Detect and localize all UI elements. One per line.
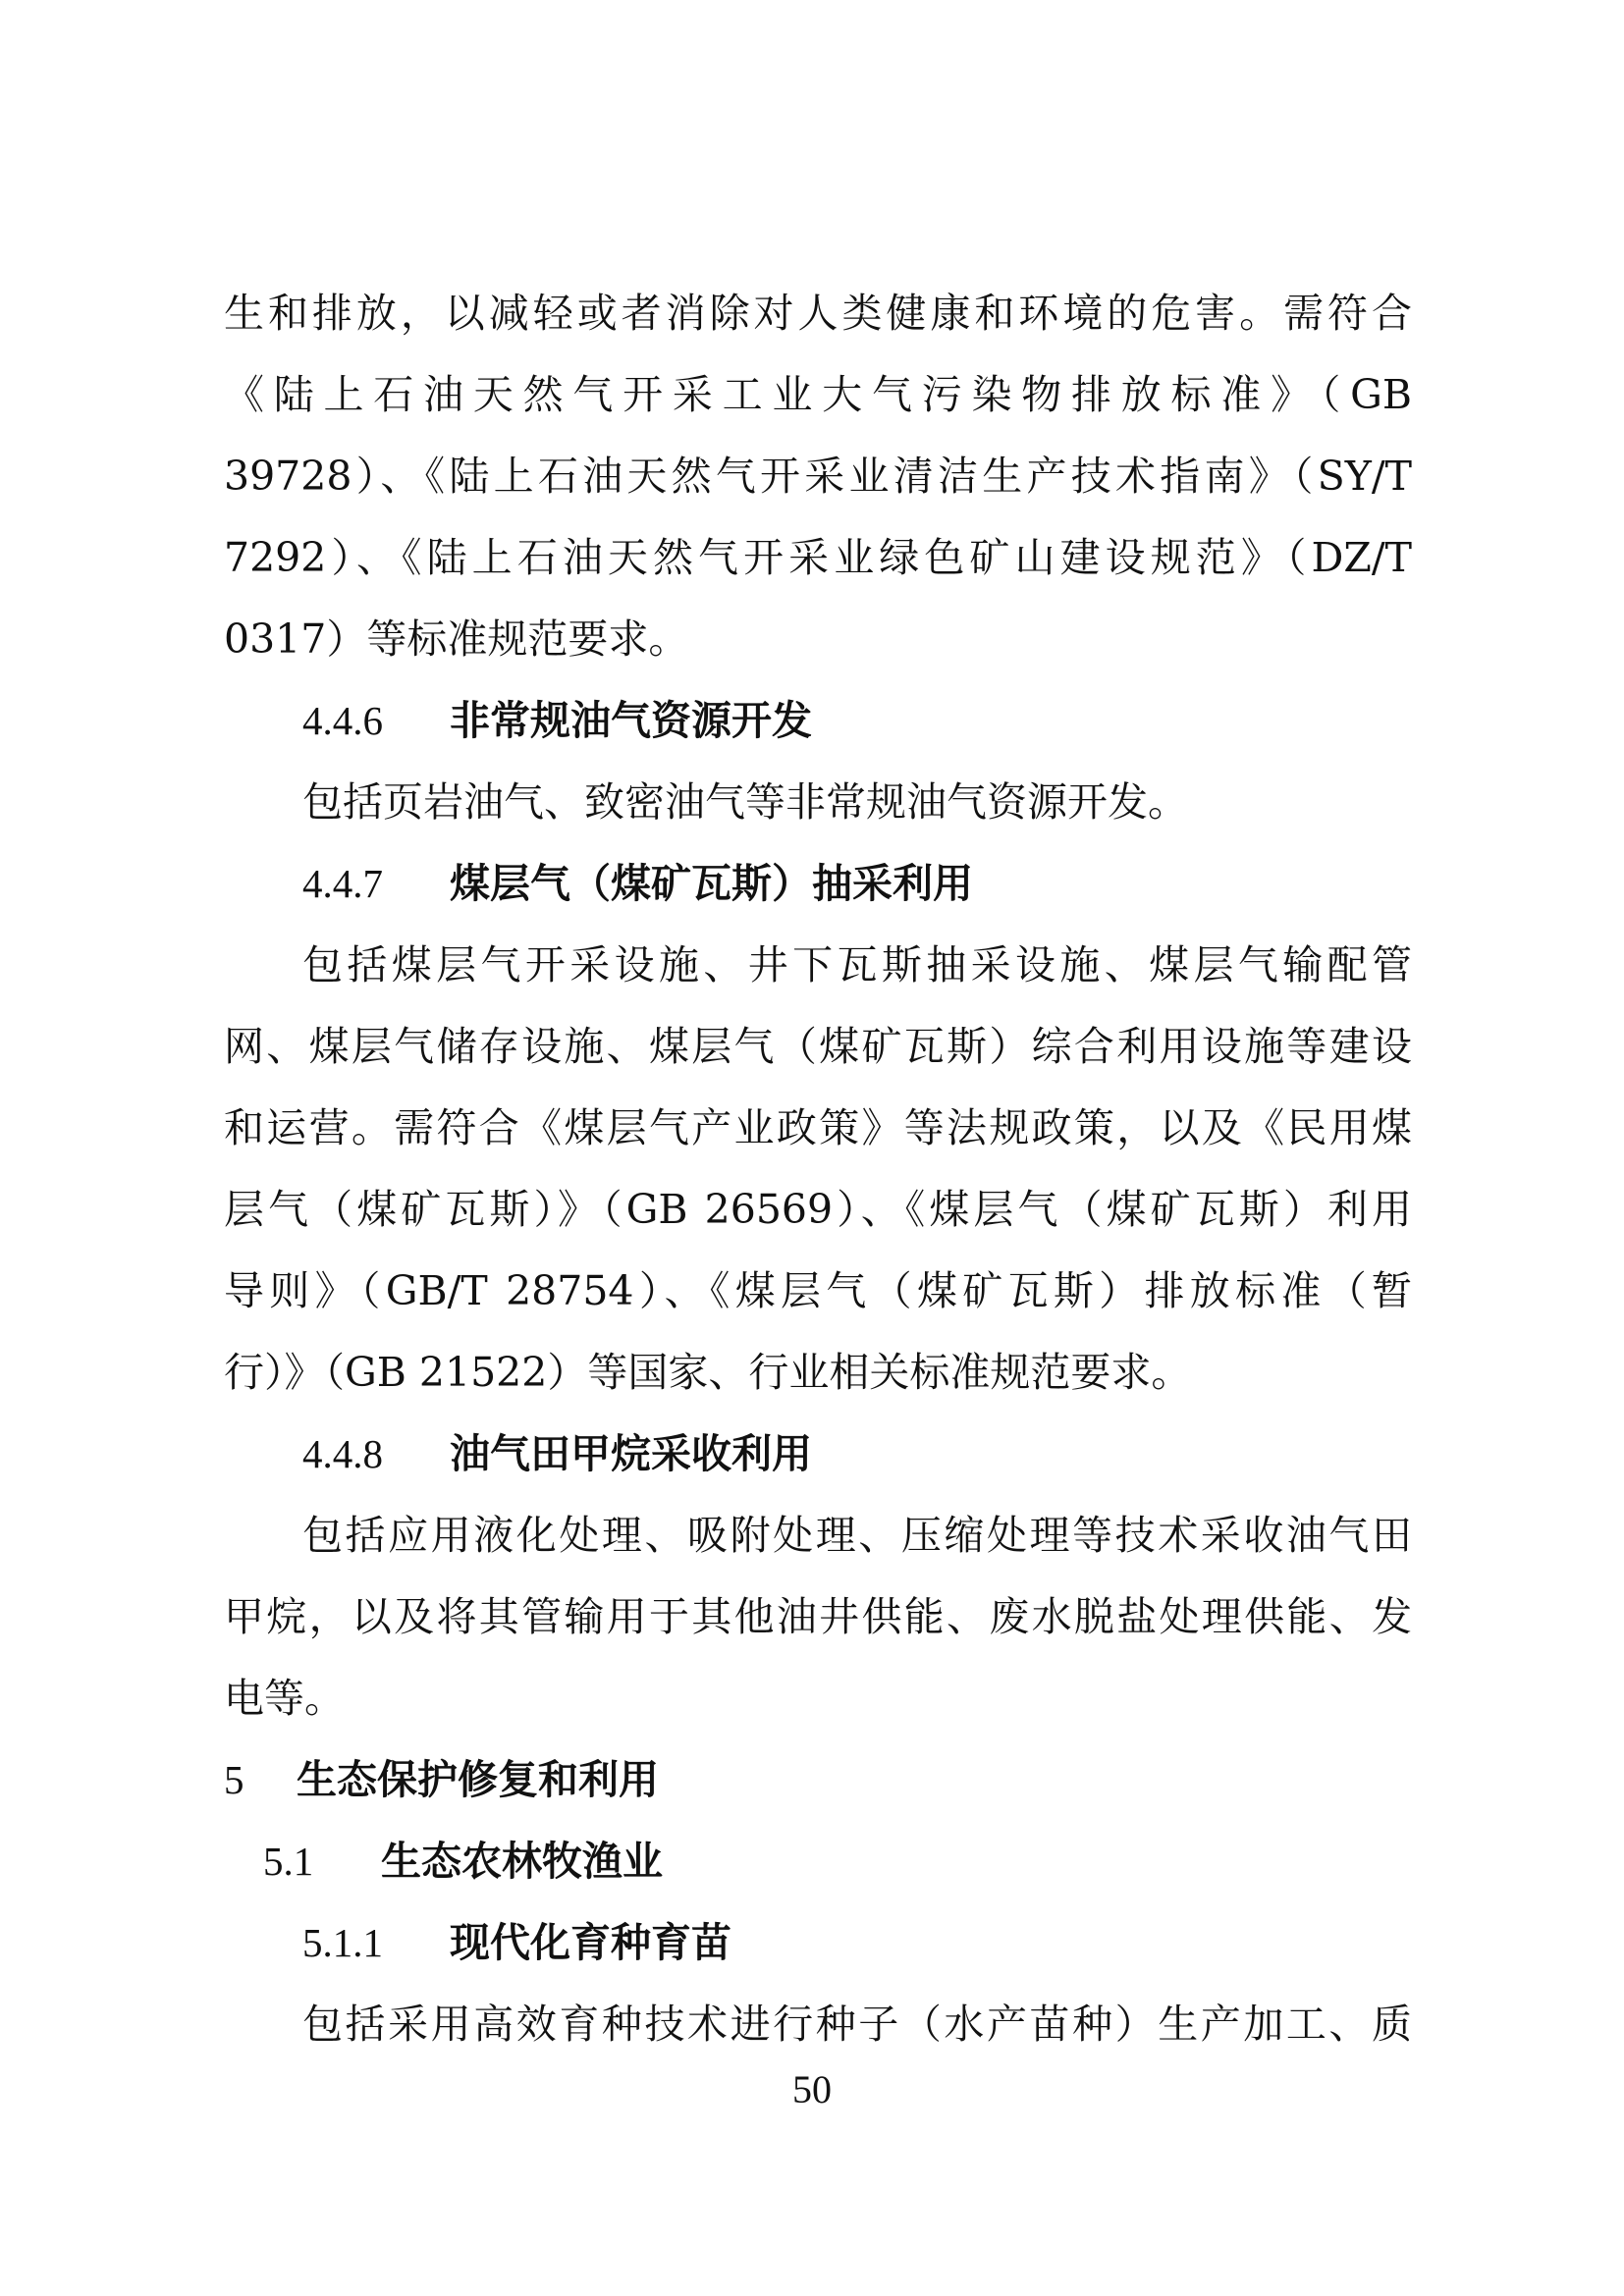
page-number: 50	[792, 2067, 832, 2111]
paragraph-line: 39728）、《陆上石油天然气开采业清洁生产技术指南》（SY/T	[224, 453, 1412, 500]
section-heading: 煤层气（煤矿瓦斯）抽采利用	[450, 860, 973, 907]
section-heading: 非常规油气资源开发	[450, 697, 812, 744]
paragraph-line: 0317）等标准规范要求。	[224, 615, 689, 663]
paragraph-line: 和运营。需符合《煤层气产业政策》等法规政策，以及《民用煤	[224, 1104, 1412, 1151]
section-number: 4.4.8	[302, 1431, 383, 1476]
section-number: 4.4.6	[302, 698, 383, 743]
paragraph-line: 生和排放，以减轻或者消除对人类健康和环境的危害。需符合	[224, 290, 1412, 337]
paragraph-line: 电等。	[224, 1675, 345, 1722]
section-heading: 现代化育种育苗	[450, 1919, 731, 1966]
chapter-heading: 生态保护修复和利用	[297, 1756, 659, 1803]
paragraph-line: 甲烷，以及将其管输用于其他油井供能、废水脱盐处理供能、发	[224, 1593, 1412, 1640]
paragraph-line: 包括应用液化处理、吸附处理、压缩处理等技术采收油气田	[302, 1512, 1412, 1559]
section-heading: 油气田甲烷采收利用	[450, 1430, 812, 1477]
paragraph-line: 《陆上石油天然气开采工业大气污染物排放标准》（GB	[224, 371, 1412, 418]
paragraph-line: 包括煤层气开采设施、井下瓦斯抽采设施、煤层气输配管	[302, 941, 1412, 988]
paragraph-line: 7292）、《陆上石油天然气开采业绿色矿山建设规范》（DZ/T	[224, 534, 1412, 581]
section-number: 4.4.7	[302, 861, 383, 906]
paragraph-line: 层气（煤矿瓦斯）》（GB 26569）、《煤层气（煤矿瓦斯）利用	[224, 1186, 1412, 1233]
paragraph-line: 网、煤层气储存设施、煤层气（煤矿瓦斯）综合利用设施等建设	[224, 1023, 1412, 1070]
section-number: 5.1.1	[302, 1920, 383, 1965]
paragraph-line: 导则》（GB/T 28754）、《煤层气（煤矿瓦斯）排放标准（暂	[224, 1267, 1412, 1314]
section-number: 5.1	[263, 1839, 314, 1884]
section-heading: 生态农林牧渔业	[381, 1838, 663, 1885]
paragraph-line: 包括页岩油气、致密油气等非常规油气资源开发。	[302, 778, 1188, 826]
paragraph-line: 包括采用高效育种技术进行种子（水产苗种）生产加工、质	[302, 2001, 1412, 2048]
chapter-number: 5	[224, 1757, 244, 1802]
paragraph-line: 行）》（GB 21522）等国家、行业相关标准规范要求。	[224, 1349, 1192, 1396]
